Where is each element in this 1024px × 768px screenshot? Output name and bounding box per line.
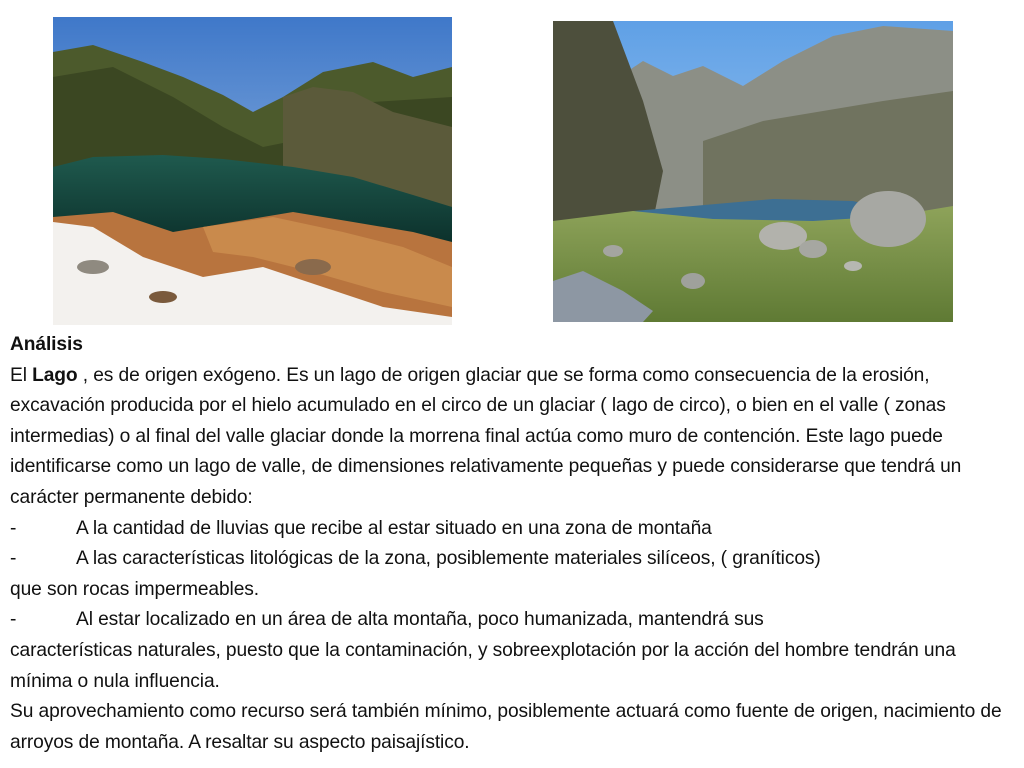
analysis-closing: Su aprovechamiento como recurso será también mínimo, posiblemente actuará como fuente de origen, nacimiento de arroyos de montaña. A resaltar su aspecto paisajístico. bbox=[10, 701, 1002, 753]
lake-image-right bbox=[553, 21, 953, 322]
lake-photo-right bbox=[553, 21, 953, 322]
intro-bold-term: Lago bbox=[32, 364, 78, 386]
bullet-dash: - bbox=[10, 548, 17, 570]
lake-photo-left bbox=[53, 17, 452, 325]
analysis-intro bbox=[10, 361, 1016, 514]
bullet-continuation: que son rocas impermeables. bbox=[10, 578, 259, 600]
analysis-text bbox=[10, 330, 1016, 758]
analysis-heading: Análisis bbox=[10, 334, 83, 355]
bullet-dash: - bbox=[10, 517, 17, 539]
bullet-item bbox=[10, 605, 1016, 636]
intro-rest: , es de origen exógeno. Es un lago de origen glaciar que se forma como consecuencia de la erosión, excavación producida por el hielo acumulado en el circo de un glaciar ( lago de circo), o bien en el valle ( zonas intermedias) o al final del valle glaciar donde la morrena final actúa como muro de contención. Este lago puede identificarse como un lago de valle, de dimensiones relativamente pequeñas y puede considerarse que tendrá un carácter permanente debido: bbox=[10, 364, 962, 508]
bullet-item bbox=[10, 544, 1016, 575]
lake-image-left bbox=[53, 17, 452, 325]
bullet-text: Al estar localizado en un área de alta montaña, poco humanizada, mantendrá sus bbox=[76, 609, 764, 631]
intro-prefix: El bbox=[10, 364, 33, 386]
bullet-text: A la cantidad de lluvias que recibe al estar situado en una zona de montaña bbox=[76, 517, 712, 539]
bullet-item bbox=[10, 514, 1016, 545]
bullet-dash: - bbox=[10, 609, 17, 631]
bullet-text: A las características litológicas de la zona, posiblemente materiales silíceos, ( graníticos) bbox=[76, 548, 821, 570]
bullet-continuation: características naturales, puesto que la contaminación, y sobreexplotación por la acción del hombre tendrán una mínima o nula influencia. bbox=[10, 639, 956, 692]
